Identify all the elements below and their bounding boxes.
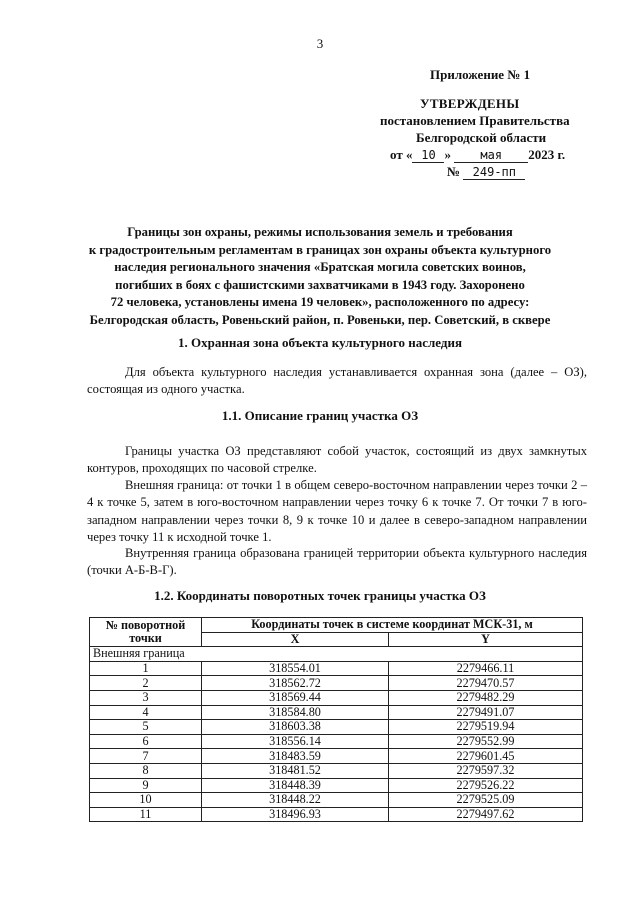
- cell-point-number: 11: [90, 807, 202, 822]
- cell-y: 2279552.99: [389, 734, 583, 749]
- table-header-row: [90, 618, 583, 633]
- section-1-1-paragraph-1: Границы участка ОЗ представляют собой участок, состоящий из двух замкнутых контуров, проходящих по часовой стрелке.: [87, 444, 587, 476]
- table-row: [90, 807, 583, 822]
- table-body: [90, 661, 583, 822]
- cell-y: 2279519.94: [389, 720, 583, 735]
- approval-line-2: Белгородской области: [416, 130, 547, 145]
- cell-y: 2279482.29: [389, 690, 583, 705]
- cell-x: 318554.01: [202, 661, 389, 676]
- approval-line-1: постановлением Правительства: [380, 113, 570, 128]
- table-row: [90, 793, 583, 808]
- section-1-1-paragraph-3: Внутренняя граница образована границей территории объекта культурного наследия (точки А-Б-В-Г).: [87, 546, 587, 578]
- approval-number: 249-пп: [463, 165, 525, 180]
- cell-point-number: 6: [90, 734, 202, 749]
- table-row: [90, 749, 583, 764]
- header-coordinates: Координаты точек в системе координат МСК-31, м: [202, 618, 583, 633]
- cell-point-number: 8: [90, 763, 202, 778]
- table-row: [90, 690, 583, 705]
- cell-y: 2279525.09: [389, 793, 583, 808]
- table-row: [90, 720, 583, 735]
- date-year: 2023 г.: [528, 147, 566, 162]
- cell-x: 318448.22: [202, 793, 389, 808]
- title-line: Границы зон охраны, режимы использования земель и требования: [127, 225, 513, 239]
- table-row: [90, 734, 583, 749]
- cell-y: 2279470.57: [389, 676, 583, 691]
- cell-x: 318448.39: [202, 778, 389, 793]
- table-row: [90, 676, 583, 691]
- cell-y: 2279601.45: [389, 749, 583, 764]
- cell-y: 2279491.07: [389, 705, 583, 720]
- section-1-1-paragraph-2: Внешняя граница: от точки 1 в общем северо-восточном направлении через точки 2 – 4 к точке 5, затем в юго-восточном направлении через точку 6 к точке 7. От точки 7 в юго-западном направлении через точки 8, 9 к точке 10 и далее в северо-западном направлении через точку 11 к исходной точке 1.: [87, 478, 587, 545]
- appendix-label: Приложение № 1: [430, 67, 531, 82]
- title-line: наследия регионального значения «Братская могила советских воинов,: [114, 260, 526, 274]
- approval-number-line: [447, 163, 607, 180]
- date-quote-close: »: [444, 147, 451, 162]
- section-1-text: Для объекта культурного наследия устанавливается охранная зона (далее – ОЗ), состоящая из одного участка.: [87, 365, 587, 397]
- cell-x: 318481.52: [202, 763, 389, 778]
- date-prefix: от «: [390, 147, 413, 162]
- title-line: к градостроительным регламентам в границах зон охраны объекта культурного: [88, 242, 552, 257]
- cell-point-number: 7: [90, 749, 202, 764]
- cell-point-number: 9: [90, 778, 202, 793]
- cell-y: 2279526.22: [389, 778, 583, 793]
- title-line: Белгородская область, Ровеньский район, п. Ровеньки, пер. Советский, в сквере: [89, 312, 551, 327]
- cell-y: 2279497.62: [389, 807, 583, 822]
- title-line: 72 человека, установлены имена 19 человек», расположенного по адресу:: [110, 295, 530, 309]
- approved-heading: УТВЕРЖДЕНЫ: [420, 96, 520, 111]
- section-1-1-heading: 1.1. Описание границ участка ОЗ: [221, 408, 419, 423]
- page-number: 3: [316, 36, 324, 51]
- table-row: [90, 763, 583, 778]
- header-y: Y: [389, 632, 583, 647]
- table-row: [90, 661, 583, 676]
- cell-x: 318569.44: [202, 690, 389, 705]
- table-row: [90, 705, 583, 720]
- cell-x: 318483.59: [202, 749, 389, 764]
- section-1-2-heading: 1.2. Координаты поворотных точек границы участка ОЗ: [154, 588, 486, 603]
- number-prefix: №: [447, 164, 461, 179]
- cell-point-number: 4: [90, 705, 202, 720]
- approval-date-line: [390, 146, 610, 163]
- date-day: 10: [412, 148, 444, 163]
- cell-x: 318584.80: [202, 705, 389, 720]
- cell-point-number: 3: [90, 690, 202, 705]
- cell-x: 318562.72: [202, 676, 389, 691]
- cell-y: 2279597.32: [389, 763, 583, 778]
- cell-x: 318603.38: [202, 720, 389, 735]
- document-title: [70, 224, 570, 329]
- cell-point-number: 10: [90, 793, 202, 808]
- cell-point-number: 1: [90, 661, 202, 676]
- title-line: погибших в боях с фашистскими захватчиками в 1943 году. Захоронено: [115, 277, 525, 292]
- cell-point-number: 5: [90, 720, 202, 735]
- cell-y: 2279466.11: [389, 661, 583, 676]
- cell-point-number: 2: [90, 676, 202, 691]
- header-x: X: [202, 632, 389, 647]
- cell-x: 318496.93: [202, 807, 389, 822]
- coordinates-table: [89, 617, 583, 822]
- table-group-row: [90, 647, 583, 662]
- section-1-heading: 1. Охранная зона объекта культурного наследия: [178, 335, 462, 350]
- group-label: Внешняя граница: [90, 647, 583, 662]
- table-row: [90, 778, 583, 793]
- cell-x: 318556.14: [202, 734, 389, 749]
- date-month: мая: [454, 148, 528, 163]
- header-point-number: № поворотной точки: [90, 618, 202, 647]
